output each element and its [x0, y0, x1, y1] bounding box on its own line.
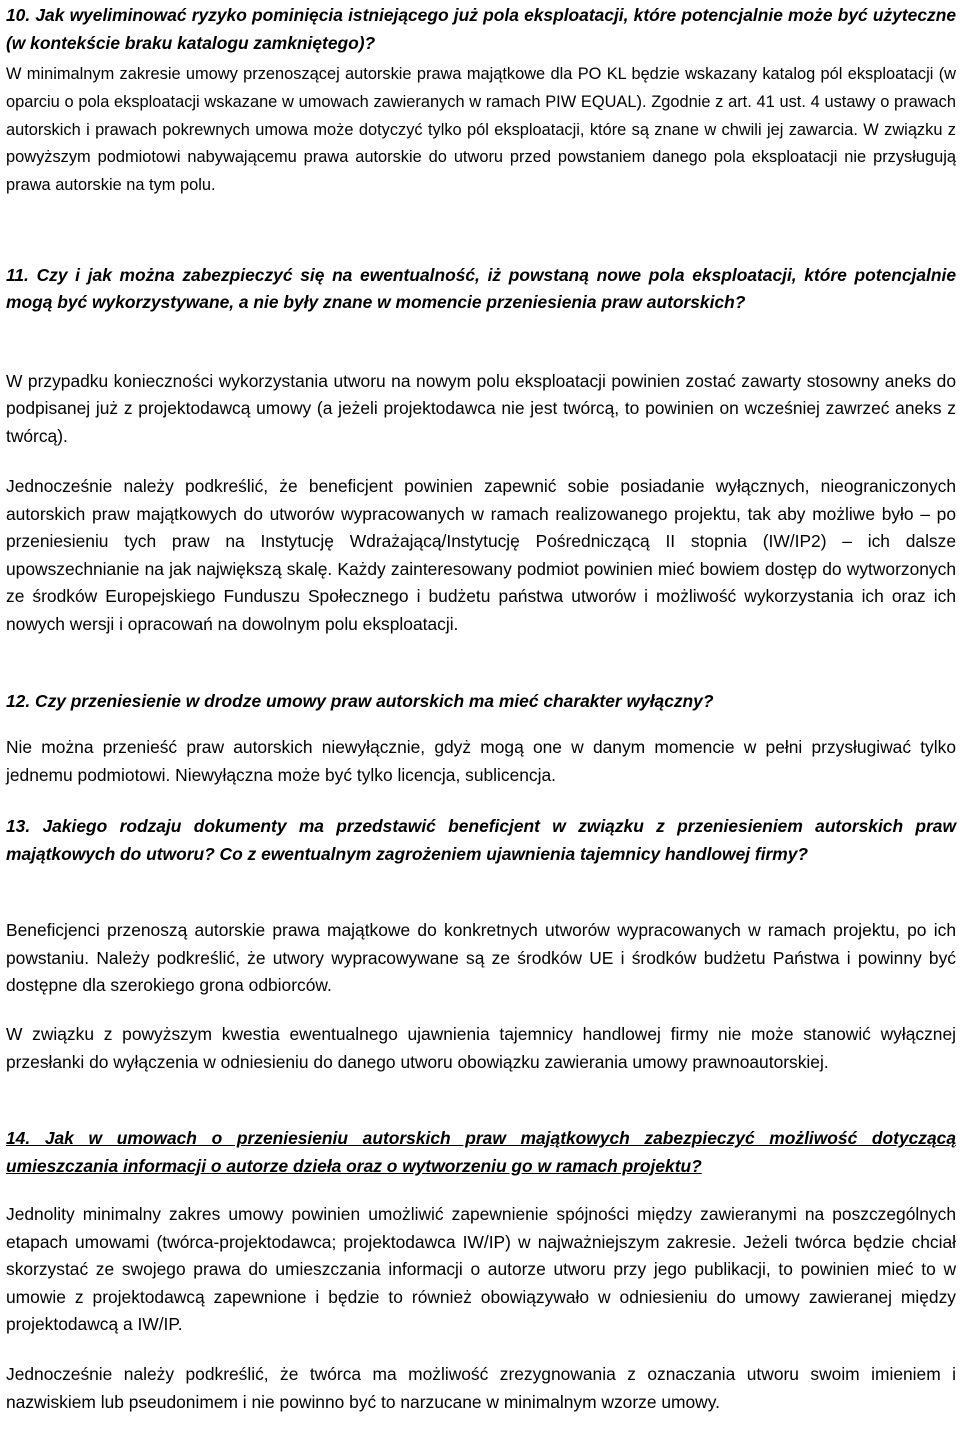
question-14-heading: 14. Jak w umowach o przeniesieniu autorskich praw majątkowych zabezpieczyć możliwość dotyczącą umieszczania informacji o autorze dzieła oraz o wytworzeniu go w ramach projektu?: [6, 1128, 956, 1176]
answer-13-paragraph-2: W związku z powyższym kwestia ewentualnego ujawnienia tajemnicy handlowej firmy nie może stanowić wyłącznej przesłanki do wyłączenia w odniesieniu do danego utworu obowiązku zawierania umowy prawnoautorskiej.: [6, 1024, 956, 1072]
question-11-heading: 11. Czy i jak można zabezpieczyć się na ewentualność, iż powstaną nowe pola eksploatacji, które potencjalnie mogą być wykorzystywane, a nie były znane w momencie przeniesienia praw autorskich?: [6, 265, 956, 313]
question-12-heading: 12. Czy przeniesienie w drodze umowy praw autorskich ma mieć charakter wyłączny?: [6, 691, 714, 711]
answer-11-paragraph-2: Jednocześnie należy podkreślić, że beneficjent powinien zapewnić sobie posiadanie wyłącznych, nieograniczonych autorskich praw majątkowych do utworów wypracowanych w ramach realizowanego projektu, tak aby możliwe było – po przeniesieniu tych praw na Instytucję Wdrażającą/Instytucję Pośredniczącą II stopnia (IW/IP2) – ich dalsze upowszechnianie na jak największą skalę. Każdy zainteresowany podmiot powinien mieć bowiem dostęp do wytworzonych ze środków Europejskiego Funduszu Społecznego i budżetu państwa utworów i możliwość wykorzystania ich oraz ich nowych wersji i opracowań na dowolnym polu eksploatacji.: [6, 476, 956, 634]
question-13-heading: 13. Jakiego rodzaju dokumenty ma przedstawić beneficjent w związku z przeniesieniem autorskich praw majątkowych do utworu? Co z ewentualnym zagrożeniem ujawnienia tajemnicy handlowej firmy?: [6, 816, 956, 864]
answer-10-paragraph: W minimalnym zakresie umowy przenoszącej autorskie prawa majątkowe dla PO KL będzie wskazany katalog pól eksploatacji (w oparciu o pola eksploatacji wskazane w umowach zawieranych w ramach PIW EQUAL). Zgodnie z art. 41 ust. 4 ustawy o prawach autorskich i prawach pokrewnych umowa może dotyczyć tylko pól eksploatacji, które są znane w chwili jej zawarcia. W związku z powyższym podmiotowi nabywającemu prawa autorskie do utworu przed powstaniem danego pola eksploatacji nie przysługują prawa autorskie na tym polu.: [6, 65, 956, 195]
answer-14-paragraph-2: Jednocześnie należy podkreślić, że twórca ma możliwość zrezygnowania z oznaczania utworu swoim imieniem i nazwiskiem lub pseudonimem i nie powinno być to narzucane w minimalnym wzorze umowy.: [6, 1364, 956, 1412]
answer-12-paragraph: Nie można przenieść praw autorskich niewyłącznie, gdyż mogą one w danym momencie w pełni przysługiwać tylko jednemu podmiotowi. Niewyłączna może być tylko licencja, sublicencja.: [6, 737, 956, 785]
answer-14-paragraph-1: Jednolity minimalny zakres umowy powinien umożliwić zapewnienie spójności między zawieranymi na poszczególnych etapach umowami (twórca-projektodawca; projektodawca IW/IP) w najważniejszym zakresie. Jeżeli twórca będzie chciał skorzystać ze swojego prawa do umieszczania informacji o autorze utworu przy jego publikacji, to powinien mieć to w umowie z projektodawcą zapewnione i będzie to również obowiązywało w odniesieniu do umowy zawieranej między projektodawcą a IW/IP.: [6, 1204, 956, 1335]
question-10-heading: 10. Jak wyeliminować ryzyko pominięcia istniejącego już pola eksploatacji, które potencjalnie może być użyteczne (w kontekście braku katalogu zamkniętego)?: [6, 5, 956, 53]
answer-13-paragraph-1: Beneficjenci przenoszą autorskie prawa majątkowe do konkretnych utworów wypracowanych w ramach projektu, po ich powstaniu. Należy podkreślić, że utwory wypracowywane są ze środków UE i środków budżetu Państwa i powinny być dostępne dla szerokiego grona odbiorców.: [6, 920, 956, 996]
answer-11-paragraph-1: W przypadku konieczności wykorzystania utworu na nowym polu eksploatacji powinien zostać zawarty stosowny aneks do podpisanej już z projektodawcą umowy (a jeżeli projektodawca nie jest twórcą, to powinien on wcześniej zawrzeć aneks z twórcą).: [6, 371, 956, 446]
